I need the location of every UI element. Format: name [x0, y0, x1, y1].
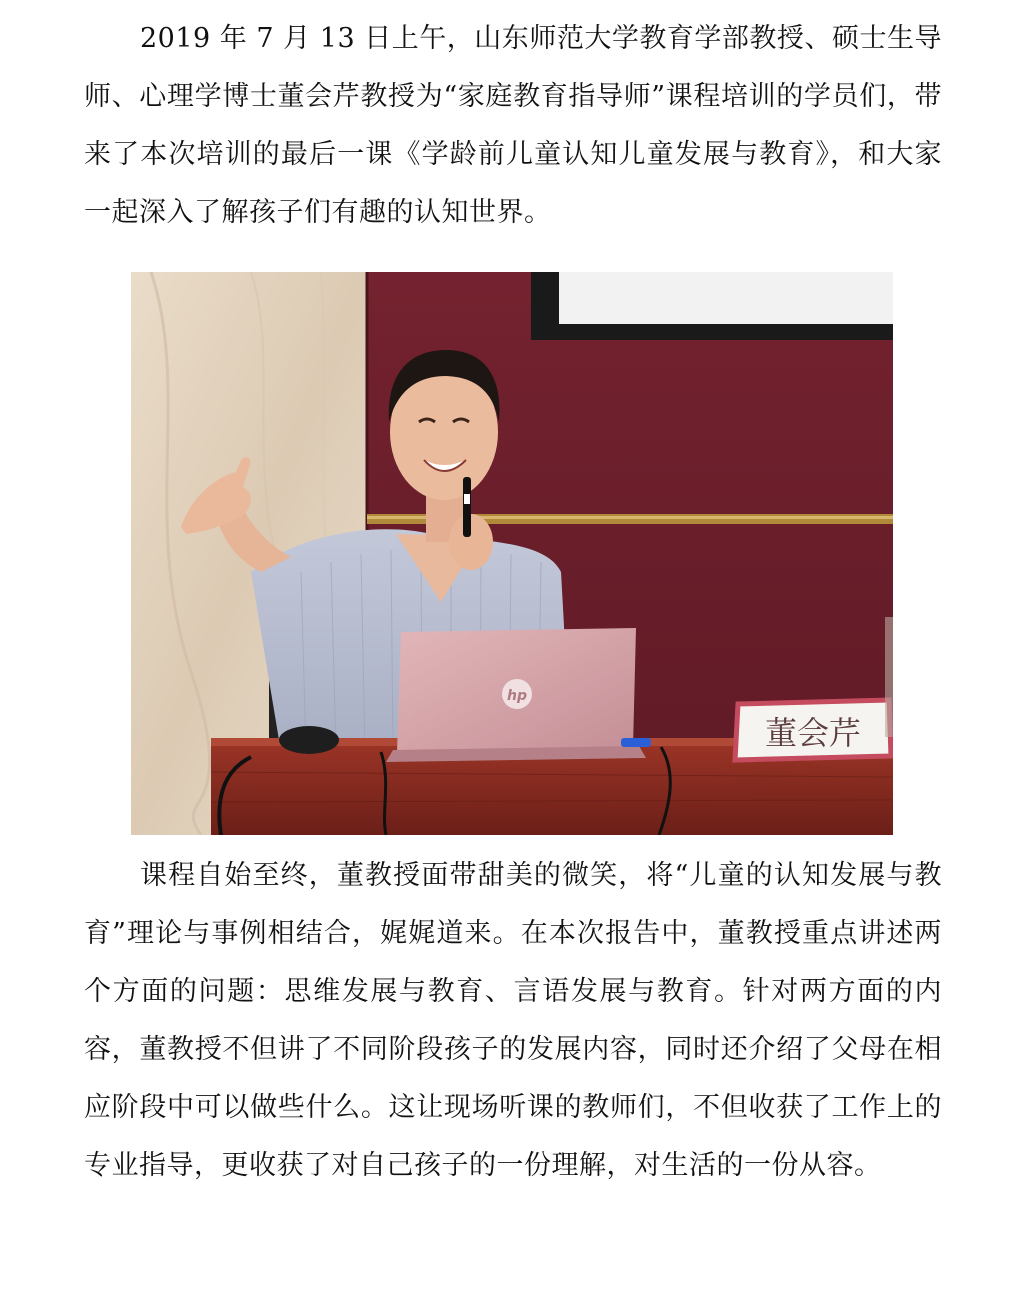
paragraph-summary: 课程自始至终，董教授面带甜美的微笑，将“儿童的认知发展与教育”理论与事例相结合，娓娓道来。在本次报告中，董教授重点讲述两个方面的问题：思维发展与教育、言语发展与教育。针对两方面的内容，董教授不但讲了不同阶段孩子的发展内容，同时还介绍了父母在相应阶段中可以做些什么。这让现场听课的教师们，不但收获了工作上的专业指导，更收获了对自己孩子的一份理解，对生活的一份从容。 — [84, 860, 942, 1181]
lecture-photo — [131, 272, 893, 835]
nameplate-label: 董会芹 — [764, 714, 862, 752]
paragraph-intro: 2019 年 7 月 13 日上午，山东师范大学教育学部教授、硕士生导师、心理学博士董会芹教授为“家庭教育指导师”课程培训的学员们，带来了本次培训的最后一课《学龄前儿童认知儿童发展与教育》，和大家一起深入了解孩子们有趣的认知世界。 — [84, 23, 942, 228]
laptop-logo: hp — [507, 688, 527, 704]
